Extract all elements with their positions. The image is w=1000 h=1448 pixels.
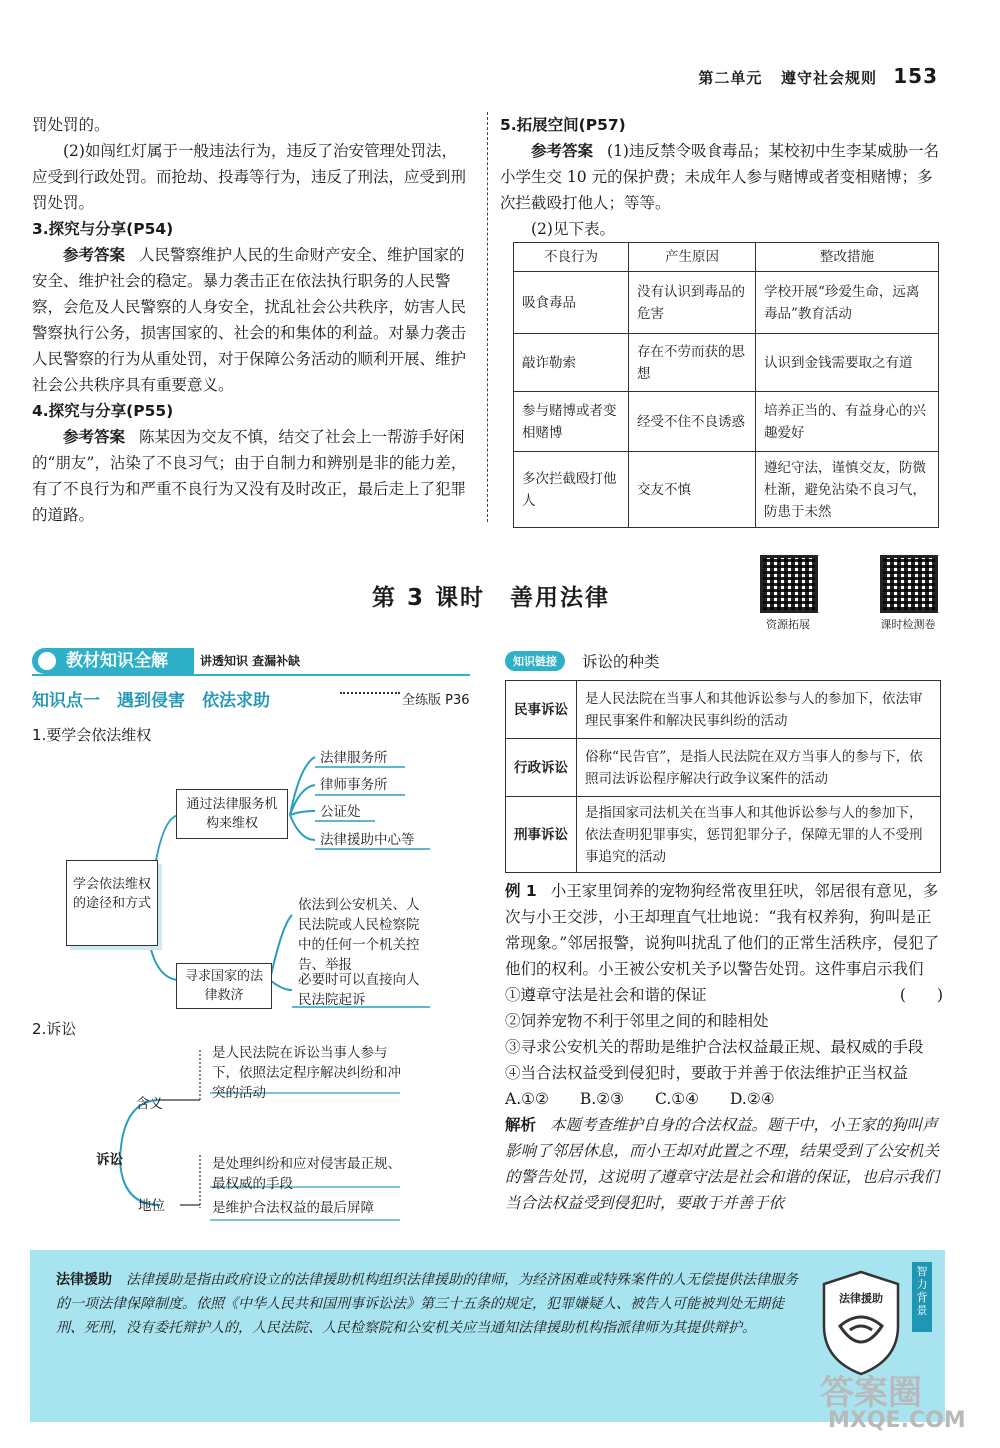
knowledge-point-ref: 全练版 P36 [402,693,470,708]
table-cell: 遵纪守法，谨慎交友，防微杜渐，避免沾染不良习气，防患于未然 [756,452,939,528]
table-cell: 多次拦截殴打他人 [514,452,629,528]
subheading: 1.要学会依法维权 [32,726,152,744]
mindmap-center-node: 学会依法维权的途径和方式 [66,860,158,946]
qr-label: 资源拓展 [766,618,810,631]
table-header: 整改措施 [756,243,939,272]
speaker-icon [38,652,56,670]
table-cell: 刑事诉讼 [506,797,577,873]
section-heading: 4.探究与分享(P55) [32,402,174,420]
answer-text: (1)违反禁令吸食毒品；某校初中生李某威胁一名小学生交 10 元的保护费；未成年人参与赌博或者变相赌博；多次拦截殴打他人；等等。 [500,142,939,212]
section-heading: 5.拓展空间(P57) [500,116,626,134]
qr-label: 课时检测卷 [880,618,936,631]
table-cell: 存在不劳而获的思想 [629,334,756,392]
litigation-status: 是处理纠纷和应对侵害最正规、最权威的手段 [212,1156,401,1192]
litigation-meaning-label: 含义 [136,1096,163,1112]
banner-subtitle: 讲透知识 查漏补缺 [200,654,301,668]
analysis-text: 本题考查维护自身的合法权益。题干中，小王家的狗叫声影响了邻居休息，而小王却对此置之不理，结果受到了公安机关的警告处罚，这说明了遵章守法是社会和谐的保证，也启示我们当合法权益受到侵犯时，要敢于并善于依 [505,1116,940,1212]
table-header: 不良行为 [514,243,629,272]
answer-text: 人民警察维护人民的生命财产安全、维护国家的安全、维护社会的稳定。暴力袭击正在依法执行职务的人民警察，会危及人民警察的人身安全，扰乱社会公共秩序，妨害人民警察执行公务，损害国家的、社会的和集体的利益。对暴力袭击人民警察的行为从重处罚，对于保障公务活动的顺利开展、维护社会公共秩序具有重要意义。 [32,246,467,394]
option: ③寻求公安机关的帮助是维护合法权益最正规、最权威的手段 [505,1038,924,1056]
section-banner [32,648,194,674]
table-header: 产生原因 [629,243,756,272]
section-heading: 3.探究与分享(P54) [32,220,174,238]
side-tab: 智力背景 [912,1262,932,1332]
answer-lead: 参考答案 [531,142,594,160]
table-cell: 敲诈勒索 [514,334,629,392]
table-cell: 培养正当的、有益身心的兴趣爱好 [756,392,939,452]
mindmap-branch-node: 寻求国家的法律救济 [176,963,272,1009]
behavior-table [513,242,939,528]
litigation-meaning: 是人民法院在诉讼当事人参与下，依照法定程序解决纠纷和冲突的活动 [212,1045,401,1101]
table-cell: 交友不慎 [629,452,756,528]
table-cell: 吸食毒品 [514,272,629,334]
running-header [698,64,938,88]
paragraph: 罚处罚的。 [32,116,110,134]
option: ④当合法权益受到侵犯时，要敢于并善于依法维护正当权益 [505,1064,909,1082]
mindmap-leaf: 律师事务所 [320,777,388,793]
litigation-center: 诉讼 [96,1152,123,1168]
link-title: 诉讼的种类 [582,653,660,671]
litigation-status-label: 地位 [138,1198,165,1214]
example-stem: 小王家里饲养的宠物狗经常夜里狂吠，邻居很有意见，多次与小王交涉，小王却理直气壮地说：“我有权养狗，狗叫是正常现象。”邻居报警，说狗叫扰乱了他们的正常生活秩序，侵犯了他们的权利。小王被公安机关予以警告处罚。这件事启示我们 [505,882,940,978]
unit-title: 遵守社会规则 [781,69,878,87]
table-cell: 经受不住不良诱惑 [629,392,756,452]
mindmap-leaf: 公证处 [320,804,361,820]
example-label: 例 1 [505,882,537,900]
dot-leader [340,692,400,694]
answer-lead: 参考答案 [63,246,126,264]
unit-label: 第二单元 [698,69,763,87]
link-tag: 知识链接 [505,651,565,671]
mindmap-branch-node: 通过法律服务机构来维权 [176,789,288,839]
litigation-types-table [505,680,941,873]
answer-text: 陈某因为交友不慎，结交了社会上一帮游手好闲的“朋友”，沾染了不良习气；由于自制力和辨别是非的能力差，有了不良行为和严重不良行为又没有及时改正，最后走上了犯罪的道路。 [32,428,467,524]
banner-title: 教材知识全解 [66,651,168,671]
mindmap-leaf: 法律服务所 [320,750,388,766]
note-body: 法律援助是指由政府设立的法律援助机构组织法律援助的律师，为经济困难或特殊案件的人无偿提供法律服务的一项法律保障制度。依照《中华人民共和国刑事诉讼法》第三十五条的规定，犯罪嫌疑人、被告人可能被判处无期徒刑、死刑，没有委托辩护人的，人民法院、人民检察院和公安机关应当通知法律援助机构指派律师为其提供辩护。 [56,1272,798,1336]
table-cell: 是指国家司法机关在当事人和其他诉讼参与人的参加下，依法查明犯罪事实，惩罚犯罪分子，保障无罪的人不受刑事追究的活动 [577,797,941,873]
litigation-status: 是维护合法权益的最后屏障 [212,1200,374,1216]
legal-aid-shield-icon [818,1268,904,1378]
mindmap-leaf: 依法到公安机关、人民法院或人民检察院中的任何一个机关控告、举报 [298,897,420,973]
choices: A.①② B.②③ C.①④ D.②④ [505,1090,775,1108]
watermark-url: MXQE.COM [828,1408,966,1433]
answer-blank: ( ) [899,986,943,1004]
right-top-column [500,112,940,242]
example-block [505,878,943,1216]
page-number: 153 [893,64,938,88]
table-cell: 学校开展“珍爱生命，远离毒品”教育活动 [756,272,939,334]
watermark-logo: 答案圈 [820,1373,922,1413]
option: ①遵章守法是社会和谐的保证 [505,986,707,1004]
mindmap-leaf: 必要时可以直接向人民法院起诉 [298,972,420,1008]
badge-label: 法律援助 [839,1292,883,1305]
knowledge-point-title: 知识点一 遇到侵害 依法求助 [32,691,270,711]
answer-lead: 参考答案 [63,428,126,446]
option: ②饲养宠物不利于邻里之间的和睦相处 [505,1012,769,1030]
left-top-column [32,112,470,528]
table-cell: 俗称“民告官”，是指人民法院在双方当事人的参与下，依照司法诉讼程序解决行政争议案件的活动 [577,739,941,797]
banner-rule [32,674,470,676]
table-cell: 行政诉讼 [506,739,577,797]
note-title: 法律援助 [56,1272,112,1288]
table-cell: 认识到金钱需要取之有道 [756,334,939,392]
column-divider [487,112,488,522]
qr-code-test[interactable] [880,555,938,613]
subheading: 2.诉讼 [32,1020,77,1038]
lesson-title: 第 3 课时 善用法律 [372,585,611,611]
table-cell: 参与赌博或者变相赌博 [514,392,629,452]
paragraph: (2)如闯红灯属于一般违法行为，违反了治安管理处罚法，应受到行政处罚。而抢劫、投毒等行为，违反了刑法，应受到刑罚处罚。 [32,142,467,212]
table-cell: 是人民法院在当事人和其他诉讼参与人的参加下，依法审理民事案件和解决民事纠纷的活动 [577,681,941,739]
mindmap-leaf: 法律援助中心等 [320,832,415,848]
table-cell: 民事诉讼 [506,681,577,739]
qr-code-resources[interactable] [760,555,818,613]
table-cell: 没有认识到毒品的危害 [629,272,756,334]
note-text [56,1268,801,1340]
analysis-label: 解析 [505,1116,537,1134]
paragraph: (2)见下表。 [531,220,615,238]
